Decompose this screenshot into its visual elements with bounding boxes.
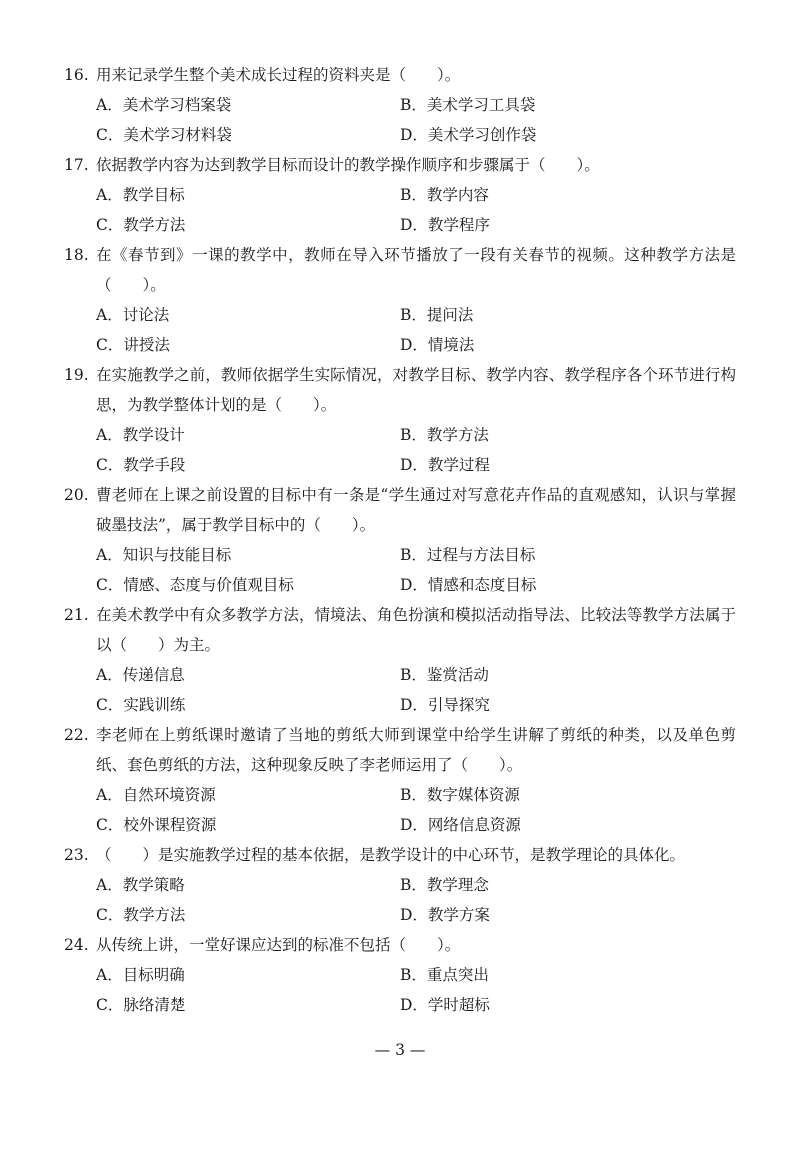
question-stem: [64, 600, 736, 660]
answer-option: B．教学内容: [400, 186, 489, 204]
question-text: 李老师在上剪纸课时邀请了当地的剪纸大师到课堂中给学生讲解了剪纸的种类，以及单色剪纸、套色剪纸的方法，这种现象反映了李老师运用了（ ）。: [96, 726, 736, 774]
page-number: — 3 —: [374, 1041, 426, 1059]
question-stem: [64, 930, 736, 960]
question-number: 22.: [64, 726, 89, 744]
answer-options: [64, 660, 736, 720]
answer-option: B．鉴赏活动: [400, 666, 489, 684]
question-text: 依据教学内容为达到教学目标而设计的教学操作顺序和步骤属于（ ）。: [96, 156, 600, 174]
question-number: 24.: [64, 936, 89, 954]
question-number: 21.: [64, 606, 89, 624]
question-number: 19.: [64, 366, 89, 384]
answer-option: B．提问法: [400, 306, 474, 324]
answer-options: [64, 90, 736, 150]
answer-option: D．教学方案: [400, 906, 490, 924]
answer-option: C．教学方法: [96, 216, 186, 234]
question-number: 18.: [64, 246, 89, 264]
answer-option: C．实践训练: [96, 696, 186, 714]
answer-option: A．教学设计: [96, 426, 185, 444]
answer-option: D．引导探究: [400, 696, 490, 714]
answer-option: C．教学方法: [96, 906, 186, 924]
question-item: [64, 240, 736, 360]
answer-option: D．网络信息资源: [400, 816, 521, 834]
question-text: 在实施教学之前，教师依据学生实际情况，对教学目标、教学内容、教学程序各个环节进行构思，为教学整体计划的是（ ）。: [96, 366, 736, 414]
question-item: [64, 930, 736, 1020]
answer-options: [64, 960, 736, 1020]
answer-options: [64, 420, 736, 480]
answer-options: [64, 300, 736, 360]
question-stem: [64, 360, 736, 420]
question-stem: [64, 240, 736, 300]
question-item: [64, 360, 736, 480]
answer-options: [64, 870, 736, 930]
answer-option: D．情感和态度目标: [400, 576, 537, 594]
answer-option: C．教学手段: [96, 456, 186, 474]
answer-options: [64, 780, 736, 840]
question-text: 从传统上讲，一堂好课应达到的标准不包括（ ）。: [96, 936, 461, 954]
answer-option: A．传递信息: [96, 666, 185, 684]
answer-option: C．脉络清楚: [96, 996, 186, 1014]
answer-option: C．情感、态度与价值观目标: [96, 576, 294, 594]
answer-option: C．美术学习材料袋: [96, 126, 232, 144]
answer-option: B．重点突出: [400, 966, 489, 984]
question-text: 用来记录学生整个美术成长过程的资料夹是（ ）。: [96, 66, 461, 84]
question-item: [64, 60, 736, 150]
question-stem: [64, 480, 736, 540]
question-text: 在《春节到》一课的教学中，教师在导入环节播放了一段有关春节的视频。这种教学方法是（ ）。: [96, 246, 736, 294]
answer-options: [64, 540, 736, 600]
question-text: 曹老师在上课之前设置的目标中有一条是“学生通过对写意花卉作品的直观感知，认识与掌握破墨技法”，属于教学目标中的（ ）。: [96, 486, 736, 534]
question-item: [64, 840, 736, 930]
answer-option: D．美术学习创作袋: [400, 126, 537, 144]
answer-option: B．教学理念: [400, 876, 489, 894]
question-number: 16.: [64, 66, 89, 84]
question-list: [64, 60, 736, 1020]
answer-option: C．讲授法: [96, 336, 170, 354]
answer-option: B．数字媒体资源: [400, 786, 520, 804]
answer-option: B．教学方法: [400, 426, 489, 444]
question-item: [64, 600, 736, 720]
question-stem: [64, 150, 736, 180]
question-number: 23.: [64, 846, 89, 864]
answer-option: A．美术学习档案袋: [96, 96, 232, 114]
question-text: （ ）是实施教学过程的基本依据，是教学设计的中心环节，是教学理论的具体化。: [96, 846, 686, 864]
question-number: 17.: [64, 156, 89, 174]
answer-option: B．美术学习工具袋: [400, 96, 536, 114]
question-stem: [64, 60, 736, 90]
question-item: [64, 150, 736, 240]
question-stem: [64, 720, 736, 780]
answer-option: A．目标明确: [96, 966, 185, 984]
question-item: [64, 480, 736, 600]
answer-option: D．学时超标: [400, 996, 490, 1014]
answer-option: A．讨论法: [96, 306, 170, 324]
answer-option: A．知识与技能目标: [96, 546, 232, 564]
answer-option: D．情境法: [400, 336, 475, 354]
question-text: 在美术教学中有众多教学方法，情境法、角色扮演和模拟活动指导法、比较法等教学方法属于以（ ）为主。: [96, 606, 736, 654]
answer-option: D．教学程序: [400, 216, 490, 234]
answer-option: C．校外课程资源: [96, 816, 217, 834]
question-number: 20.: [64, 486, 89, 504]
answer-options: [64, 180, 736, 240]
question-stem: [64, 840, 736, 870]
question-item: [64, 720, 736, 840]
answer-option: B．过程与方法目标: [400, 546, 536, 564]
answer-option: A．自然环境资源: [96, 786, 216, 804]
answer-option: A．教学目标: [96, 186, 185, 204]
answer-option: A．教学策略: [96, 876, 185, 894]
answer-option: D．教学过程: [400, 456, 490, 474]
